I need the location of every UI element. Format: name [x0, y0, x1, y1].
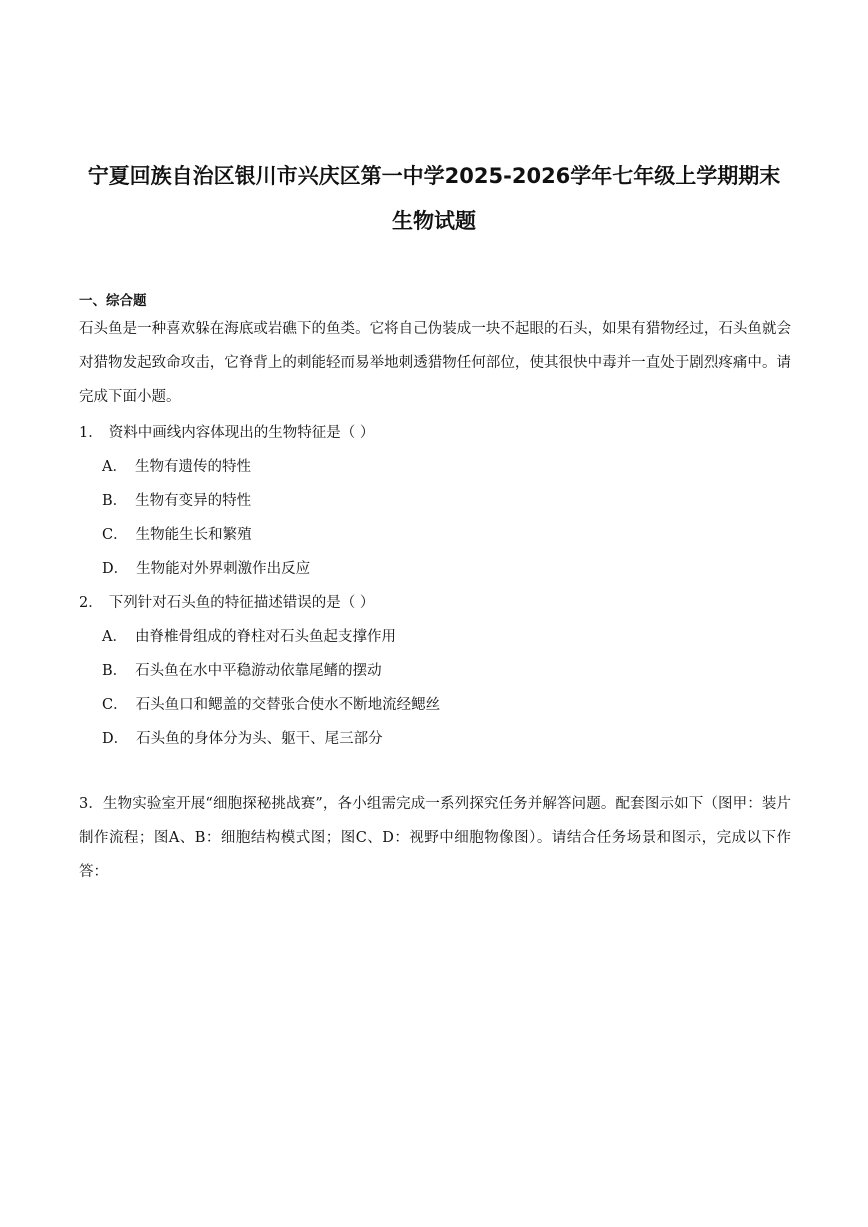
question-number: 1．	[79, 425, 103, 441]
question-2-option-c	[102, 693, 440, 714]
question-1	[79, 421, 374, 442]
question-stem: 下列针对石头鱼的特征描述错误的是（ ）	[108, 595, 375, 611]
option-text: 石头鱼在水中平稳游动依靠尾鳍的摆动	[135, 663, 382, 679]
option-letter: D．	[102, 561, 129, 577]
intro-passage: 石头鱼是一种喜欢躲在海底或岩礁下的鱼类。它将自己伪装成一块不起眼的石头，如果有猎物经过，石头鱼就会对猎物发起致命攻击，它脊背上的刺能轻而易举地刺透猎物任何部位，使其很快中毒并一直处于剧烈疼痛中。请完成下面小题。	[79, 321, 791, 405]
option-text: 由脊椎骨组成的脊柱对石头鱼起支撑作用	[134, 629, 396, 645]
question-stem: 生物实验室开展“细胞探秘挑战赛”，各小组需完成一系列探究任务并解答问题。配套图示如下（图甲：装片制作流程；图A、B：细胞结构模式图；图C、D：视野中细胞物像图）。请结合任务场景和图示，完成以下作答：	[79, 796, 791, 880]
question-2-option-d	[102, 727, 383, 748]
option-text: 石头鱼口和鳃盖的交替张合使水不断地流经鳃丝	[135, 697, 441, 713]
question-1-option-b	[102, 489, 251, 510]
question-3	[79, 787, 791, 889]
question-1-option-a	[102, 455, 251, 476]
question-number: 3．	[79, 796, 103, 812]
option-text: 生物有变异的特性	[135, 493, 252, 509]
option-letter: D．	[102, 731, 129, 747]
option-text: 生物能对外界刺激作出反应	[136, 561, 311, 577]
option-letter: B．	[102, 493, 128, 509]
section-heading: 一、综合题	[79, 293, 147, 309]
question-1-option-d	[102, 557, 310, 578]
question-2-option-a	[102, 625, 396, 646]
option-text: 生物能生长和繁殖	[135, 527, 252, 543]
option-letter: A．	[102, 629, 127, 645]
option-letter: C．	[102, 697, 128, 713]
option-letter: A．	[102, 459, 127, 475]
option-letter: C．	[102, 527, 128, 543]
question-1-option-c	[102, 523, 252, 544]
question-2-option-b	[102, 659, 382, 680]
question-2	[79, 591, 374, 612]
question-number: 2．	[79, 595, 103, 611]
document-title-line1: 宁夏回族自治区银川市兴庆区第一中学2025-2026学年七年级上学期期末	[87, 164, 781, 188]
option-letter: B．	[102, 663, 128, 679]
question-stem: 资料中画线内容体现出的生物特征是（ ）	[108, 425, 375, 441]
document-title-line2: 生物试题	[392, 209, 476, 233]
option-text: 生物有遗传的特性	[134, 459, 251, 475]
option-text: 石头鱼的身体分为头、躯干、尾三部分	[136, 731, 383, 747]
